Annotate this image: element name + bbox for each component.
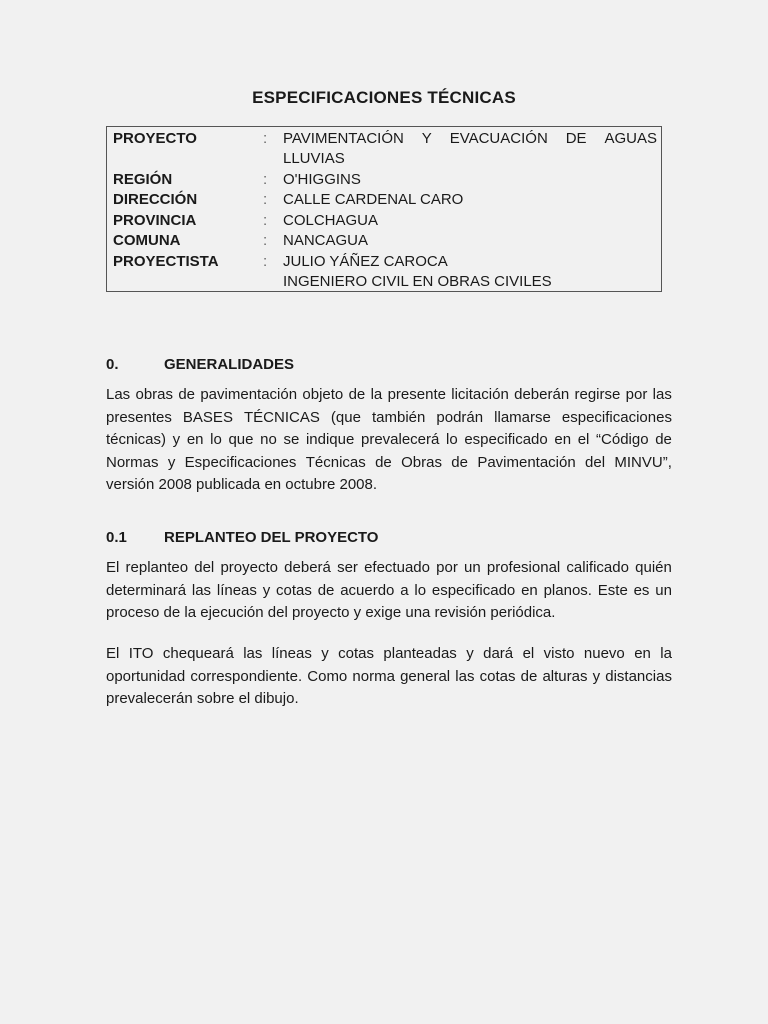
word: alturas	[542, 667, 588, 685]
info-value-line: JULIO YÁÑEZ CAROCA	[283, 253, 448, 270]
paragraph-line: proceso de la ejecución del proyecto y exige una revisión periódica.	[106, 604, 556, 621]
word: de	[451, 453, 468, 471]
word: de	[520, 667, 538, 685]
info-value	[283, 252, 657, 292]
word: Este	[597, 581, 628, 599]
word: y	[172, 431, 181, 448]
word: calificado	[566, 559, 629, 576]
info-value-line	[283, 129, 657, 149]
word: “Código	[596, 431, 649, 448]
word: las	[455, 667, 475, 685]
word: pavimentación	[200, 386, 298, 403]
word: prevalecerá	[360, 431, 440, 448]
info-value	[283, 129, 657, 169]
word: de	[178, 386, 196, 403]
word: en	[634, 645, 651, 662]
paragraph-line	[106, 429, 672, 452]
word: presentes	[106, 408, 172, 426]
word: proyecto	[220, 559, 278, 576]
word: licitación	[451, 386, 509, 403]
info-separator: :	[263, 191, 268, 208]
word: también	[371, 408, 426, 426]
word: líneas	[271, 645, 312, 662]
word: en	[521, 581, 538, 599]
word: las	[652, 386, 672, 403]
word: replanteo	[125, 559, 189, 576]
word: planteadas	[383, 645, 457, 662]
word: quién	[635, 559, 672, 576]
info-value: COLCHAGUA	[283, 212, 379, 229]
word: acuerdo	[340, 581, 395, 599]
word: del	[194, 559, 215, 576]
word: cotas	[338, 645, 374, 662]
word: por	[436, 559, 458, 576]
word: especificado	[464, 431, 548, 448]
info-label: DIRECCIÓN	[113, 191, 198, 208]
info-value-line-2: INGENIERO CIVIL EN OBRAS CIVILES	[283, 273, 552, 290]
word: en	[186, 431, 204, 448]
word: regirse	[574, 386, 621, 403]
word: El	[106, 559, 120, 576]
word: del	[585, 453, 606, 471]
info-label: PROVINCIA	[113, 212, 197, 229]
word: indique	[305, 431, 355, 448]
info-label: COMUNA	[113, 232, 181, 249]
word: un	[655, 581, 672, 599]
word: nuevo	[583, 645, 625, 662]
paragraph-line: prevalecerán sobre el dibujo.	[106, 690, 299, 707]
word: dará	[483, 645, 514, 662]
info-label: PROYECTO	[113, 130, 197, 147]
word: El	[106, 645, 120, 662]
word: de	[655, 431, 672, 448]
word: DE	[565, 130, 587, 147]
word: TÉCNICAS	[244, 408, 320, 426]
word: lo	[414, 581, 427, 599]
word: efectuado	[364, 559, 430, 576]
paragraph-line: versión 2008 publicada en octubre 2008.	[106, 476, 378, 493]
word: distancias	[605, 667, 672, 685]
section-title: GENERALIDADES	[164, 356, 295, 373]
word: el	[522, 645, 535, 662]
word: AGUAS	[604, 130, 657, 147]
word: especificaciones	[561, 408, 672, 426]
info-separator: :	[263, 171, 268, 188]
word: visto	[543, 645, 575, 662]
section-number: 0.1	[106, 529, 127, 546]
word: la	[370, 386, 383, 403]
word: deberá	[284, 559, 331, 576]
word: norma	[352, 667, 395, 685]
word: Obras	[401, 453, 442, 471]
word: técnicas)	[106, 431, 167, 448]
word: determinará	[106, 581, 187, 599]
word: en	[554, 431, 572, 448]
paragraph-line	[106, 666, 672, 689]
word: EVACUACIÓN	[449, 130, 548, 147]
word: un	[464, 559, 481, 576]
info-value-line-2: LLUVIAS	[283, 150, 345, 167]
word: objeto	[302, 386, 344, 403]
project-info-table	[106, 126, 662, 292]
word: es	[633, 581, 650, 599]
info-separator: :	[263, 232, 268, 249]
word: llamarse	[494, 408, 551, 426]
word: PAVIMENTACIÓN	[283, 130, 404, 147]
word: líneas	[216, 581, 257, 599]
paragraph-line	[106, 407, 672, 430]
word: de	[348, 386, 366, 403]
info-label: PROYECTISTA	[113, 253, 219, 270]
info-label: REGIÓN	[113, 171, 173, 188]
word: lo	[446, 431, 458, 448]
word: podrán	[436, 408, 484, 426]
word: lo	[210, 431, 222, 448]
word: Como	[307, 667, 348, 685]
info-separator: :	[263, 253, 268, 270]
section-title: REPLANTEO DEL PROYECTO	[164, 529, 379, 546]
word: las	[191, 581, 212, 599]
word: de	[375, 453, 392, 471]
word: cotas	[276, 581, 312, 599]
word: por	[625, 386, 648, 403]
word: ITO	[128, 645, 154, 662]
word: Las	[106, 386, 131, 403]
word: y	[167, 453, 176, 471]
info-separator: :	[263, 130, 268, 147]
word: y	[592, 667, 601, 685]
info-value: O'HIGGINS	[283, 171, 361, 188]
word: y	[321, 645, 329, 662]
paragraph-replanteo-1	[106, 557, 672, 625]
word: chequeará	[162, 645, 234, 662]
paragraph-line	[106, 643, 672, 666]
word: las	[243, 645, 263, 662]
info-value: NANCAGUA	[283, 232, 369, 249]
info-separator: :	[263, 212, 268, 229]
word: Normas	[106, 453, 159, 471]
word: cotas	[479, 667, 516, 685]
word: Pavimentación	[477, 453, 576, 471]
word: a	[400, 581, 409, 599]
word: profesional	[486, 559, 561, 576]
word: MINVU”,	[614, 453, 672, 471]
word: Especificaciones	[184, 453, 297, 471]
word: obras	[135, 386, 174, 403]
word: presente	[387, 386, 446, 403]
paragraph-generalidades	[106, 384, 672, 497]
paragraph-line	[106, 384, 672, 407]
word: correspondiente.	[190, 667, 303, 685]
word: deberán	[514, 386, 570, 403]
word: se	[283, 431, 300, 448]
word: planos.	[543, 581, 592, 599]
info-value: CALLE CARDENAL CARO	[283, 191, 464, 208]
paragraph-line	[106, 557, 672, 580]
word: Técnicas	[305, 453, 366, 471]
paragraph-line	[106, 452, 672, 475]
word: la	[660, 645, 672, 662]
word: (que	[330, 408, 361, 426]
word: que	[228, 431, 254, 448]
word: general	[400, 667, 451, 685]
word: Y	[421, 130, 432, 147]
word: especificado	[431, 581, 516, 599]
word: oportunidad	[106, 667, 186, 685]
section-number: 0.	[106, 356, 119, 373]
word: y	[262, 581, 271, 599]
word: no	[260, 431, 277, 448]
word: ser	[337, 559, 358, 576]
word: el	[577, 431, 590, 448]
word: y	[466, 645, 474, 662]
paragraph-line	[106, 580, 672, 603]
word: de	[317, 581, 335, 599]
paragraph-replanteo-2	[106, 643, 672, 711]
word: BASES	[182, 408, 233, 426]
document-title: ESPECIFICACIONES TÉCNICAS	[252, 88, 516, 107]
